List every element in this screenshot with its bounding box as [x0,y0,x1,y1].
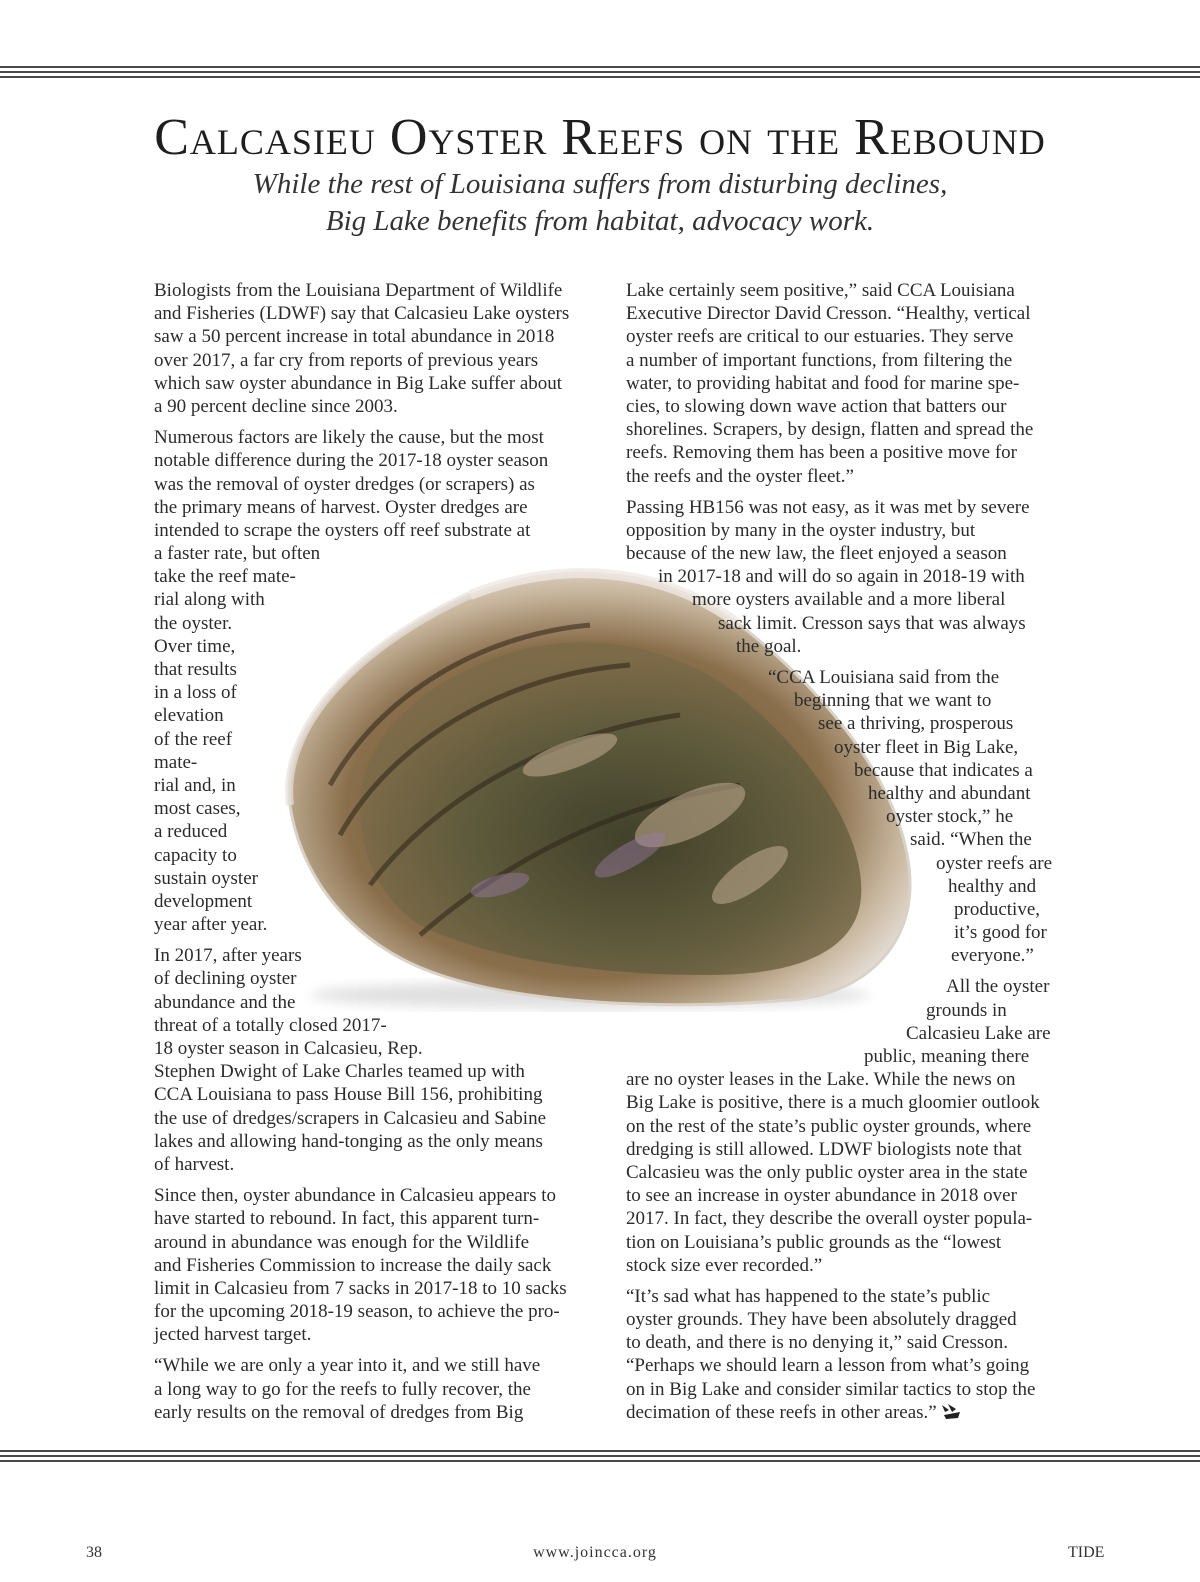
text-line: oyster stock,” he [886,806,1014,828]
text-line: are no oyster leases in the Lake. While the news on [626,1069,1016,1091]
text-line: Over time, [154,635,236,657]
text-line: more oysters available and a more liberal [692,589,1006,611]
text-line: year after year. [154,914,268,936]
text-line: notable difference during the 2017-18 oyster season [154,450,549,472]
text-line: for the upcoming 2018-19 season, to achieve the pro- [154,1301,560,1323]
text-line: take the reef mate- [154,566,296,588]
text-line: the oyster. [154,612,233,634]
text-line: productive, [954,898,1041,920]
footer-publication: TIDE [1068,1544,1105,1561]
text-line: in a loss of [154,682,237,704]
left-paragraph-5 [154,1354,609,1424]
text-line: see a thriving, prosperous [818,713,1014,735]
article-subtitle-line-1: While the rest of Louisiana suffers from disturbing declines, [252,168,948,200]
left-paragraph-4 [154,1184,609,1346]
text-line: stock size ever recorded.” [626,1254,823,1276]
text-line: over 2017, a far cry from reports of previous years [154,349,539,371]
text-line: a long way to go for the reefs to fully recover, the [154,1378,531,1400]
text-line: “While we are only a year into it, and we still have [154,1355,541,1377]
text-line: shorelines. Scrapers, by design, flatten and spread the [626,419,1034,441]
right-paragraph-4 [626,975,1076,1276]
right-column [626,279,1076,1424]
left-paragraph-2 [154,426,609,936]
text-line: most cases, [154,798,241,820]
bottom-rule [0,1450,1200,1462]
left-column [154,279,609,1424]
text-line: beginning that we want to [794,690,992,712]
text-line: a number of important functions, from filtering the [626,349,1013,371]
text-line: a faster rate, but often [154,543,321,565]
article-title: Calcasieu Oyster Reefs on the Rebound [154,109,1046,166]
text-line: to see an increase in oyster abundance in 2018 over [626,1185,1017,1207]
right-paragraph-5 [626,1285,1076,1424]
text-line: Numerous factors are likely the cause, but the most [154,427,544,449]
text-line: healthy and abundant [868,782,1031,804]
text-line: early results on the removal of dredges from Big [154,1401,524,1423]
footer-website: www.joincca.org [533,1544,657,1561]
text-line: water, to providing habitat and food for marine spe- [626,372,1020,394]
page-number: 38 [86,1544,102,1561]
text-line: the primary means of harvest. Oyster dredges are [154,496,528,518]
text-line: Biologists from the Louisiana Department of Wildlife [154,280,563,301]
left-paragraph-1 [154,279,609,418]
text-line: abundance and the [154,991,296,1013]
text-line: on the rest of the state’s public oyster grounds, where [626,1115,1032,1137]
text-line: saw a 50 percent increase in total abundance in 2018 [154,326,555,348]
text-line: to death, and there is no denying it,” said Cresson. [626,1332,1009,1354]
text-line: cies, to slowing down wave action that batters our [626,395,1007,417]
text-line: in 2017-18 and will do so again in 2018-19 with [658,566,1025,588]
text-line: CCA Louisiana to pass House Bill 156, prohibiting [154,1084,543,1106]
text-line: opposition by many in the oyster industry, but [626,519,976,541]
text-line: “Perhaps we should learn a lesson from what’s going [626,1355,1030,1377]
text-line: mate- [154,751,198,773]
right-paragraph-3 [626,666,1076,967]
text-line: lakes and allowing hand-tonging as the only means [154,1130,543,1152]
text-line: jected harvest target. [154,1324,312,1346]
text-line: a reduced [154,821,228,843]
text-line: All the oyster [946,976,1050,998]
text-line: because that indicates a [854,759,1033,781]
cca-end-mark-icon [940,1401,962,1421]
text-line: threat of a totally closed 2017- [154,1014,387,1036]
text-line: of harvest. [154,1153,235,1175]
article-subtitle-line-2: Big Lake benefits from habitat, advocacy work. [325,205,875,237]
text-line: In 2017, after years [154,945,302,967]
text-line: public, meaning there [864,1046,1030,1067]
text-line: oyster reefs are critical to our estuaries. They serve [626,326,1014,348]
text-line: Calcasieu Lake are [906,1022,1051,1044]
text-line: said. “When the [910,829,1032,851]
text-line: of the reef [154,728,233,750]
text-line: rial and, in [154,774,236,796]
top-rule [0,66,1200,78]
text-line: the goal. [736,635,802,657]
text-line: was the removal of oyster dredges (or scrapers) as [154,473,535,495]
text-line: everyone.” [951,945,1034,967]
text-line: healthy and [948,875,1037,897]
right-paragraph-1 [626,279,1076,488]
right-paragraph-2 [626,496,1076,658]
text-line: the reefs and the oyster fleet.” [626,465,854,487]
text-line: capacity to [154,844,237,866]
text-line: grounds in [926,999,1007,1021]
text-line: and Fisheries (LDWF) say that Calcasieu Lake oysters [154,303,570,325]
left-paragraph-3 [154,944,609,1176]
text-line: Executive Director David Cresson. “Healthy, vertical [626,303,1031,325]
text-line [626,1401,1076,1424]
text-line: tion on Louisiana’s public grounds as the “lowest [626,1231,1002,1253]
text-line: Stephen Dwight of Lake Charles teamed up with [154,1061,525,1083]
text-line: sack limit. Cresson says that was always [718,612,1026,634]
text-line: Passing HB156 was not easy, as it was met by severe [626,496,1030,518]
text-line: because of the new law, the fleet enjoyed a season [626,543,1007,565]
text-line: and Fisheries Commission to increase the daily sack [154,1254,552,1276]
text-line: oyster fleet in Big Lake, [834,736,1019,758]
text-line: Since then, oyster abundance in Calcasieu appears to [154,1185,557,1207]
text-line: 2017. In fact, they describe the overall oyster popula- [626,1208,1033,1230]
text-line: of declining oyster [154,968,297,990]
text-line: rial along with [154,589,265,611]
text-line: have started to rebound. In fact, this apparent turn- [154,1208,540,1230]
text-line: around in abundance was enough for the Wildlife [154,1231,530,1253]
text-line: it’s good for [954,922,1047,944]
text-line: the use of dredges/scrapers in Calcasieu and Sabine [154,1107,547,1129]
text-line: Big Lake is positive, there is a much gloomier outlook [626,1092,1040,1114]
text-line: a 90 percent decline since 2003. [154,395,398,417]
text-line: on in Big Lake and consider similar tactics to stop the [626,1378,1036,1400]
text-line-final: decimation of these reefs in other areas.” [626,1401,937,1423]
text-line: “It’s sad what has happened to the state’s public [626,1285,991,1307]
text-line: sustain oyster [154,867,258,889]
text-line: reefs. Removing them has been a positive move for [626,442,1017,464]
text-line: “CCA Louisiana said from the [768,667,1000,688]
text-line: limit in Calcasieu from 7 sacks in 2017-18 to 10 sacks [154,1277,567,1299]
text-line: oyster reefs are [936,852,1053,874]
text-line: that results [154,659,237,680]
text-line: Calcasieu was the only public oyster area in the state [626,1161,1028,1183]
text-line: which saw oyster abundance in Big Lake suffer about [154,372,563,394]
text-line: dredging is still allowed. LDWF biologists note that [626,1138,1022,1160]
text-line: intended to scrape the oysters off reef substrate at [154,519,531,541]
text-line: development [154,890,253,912]
text-line: oyster grounds. They have been absolutely dragged [626,1309,1017,1331]
text-line: 18 oyster season in Calcasieu, Rep. [154,1038,423,1059]
text-line: elevation [154,705,224,727]
text-line: Lake certainly seem positive,” said CCA Louisiana [626,280,1015,301]
